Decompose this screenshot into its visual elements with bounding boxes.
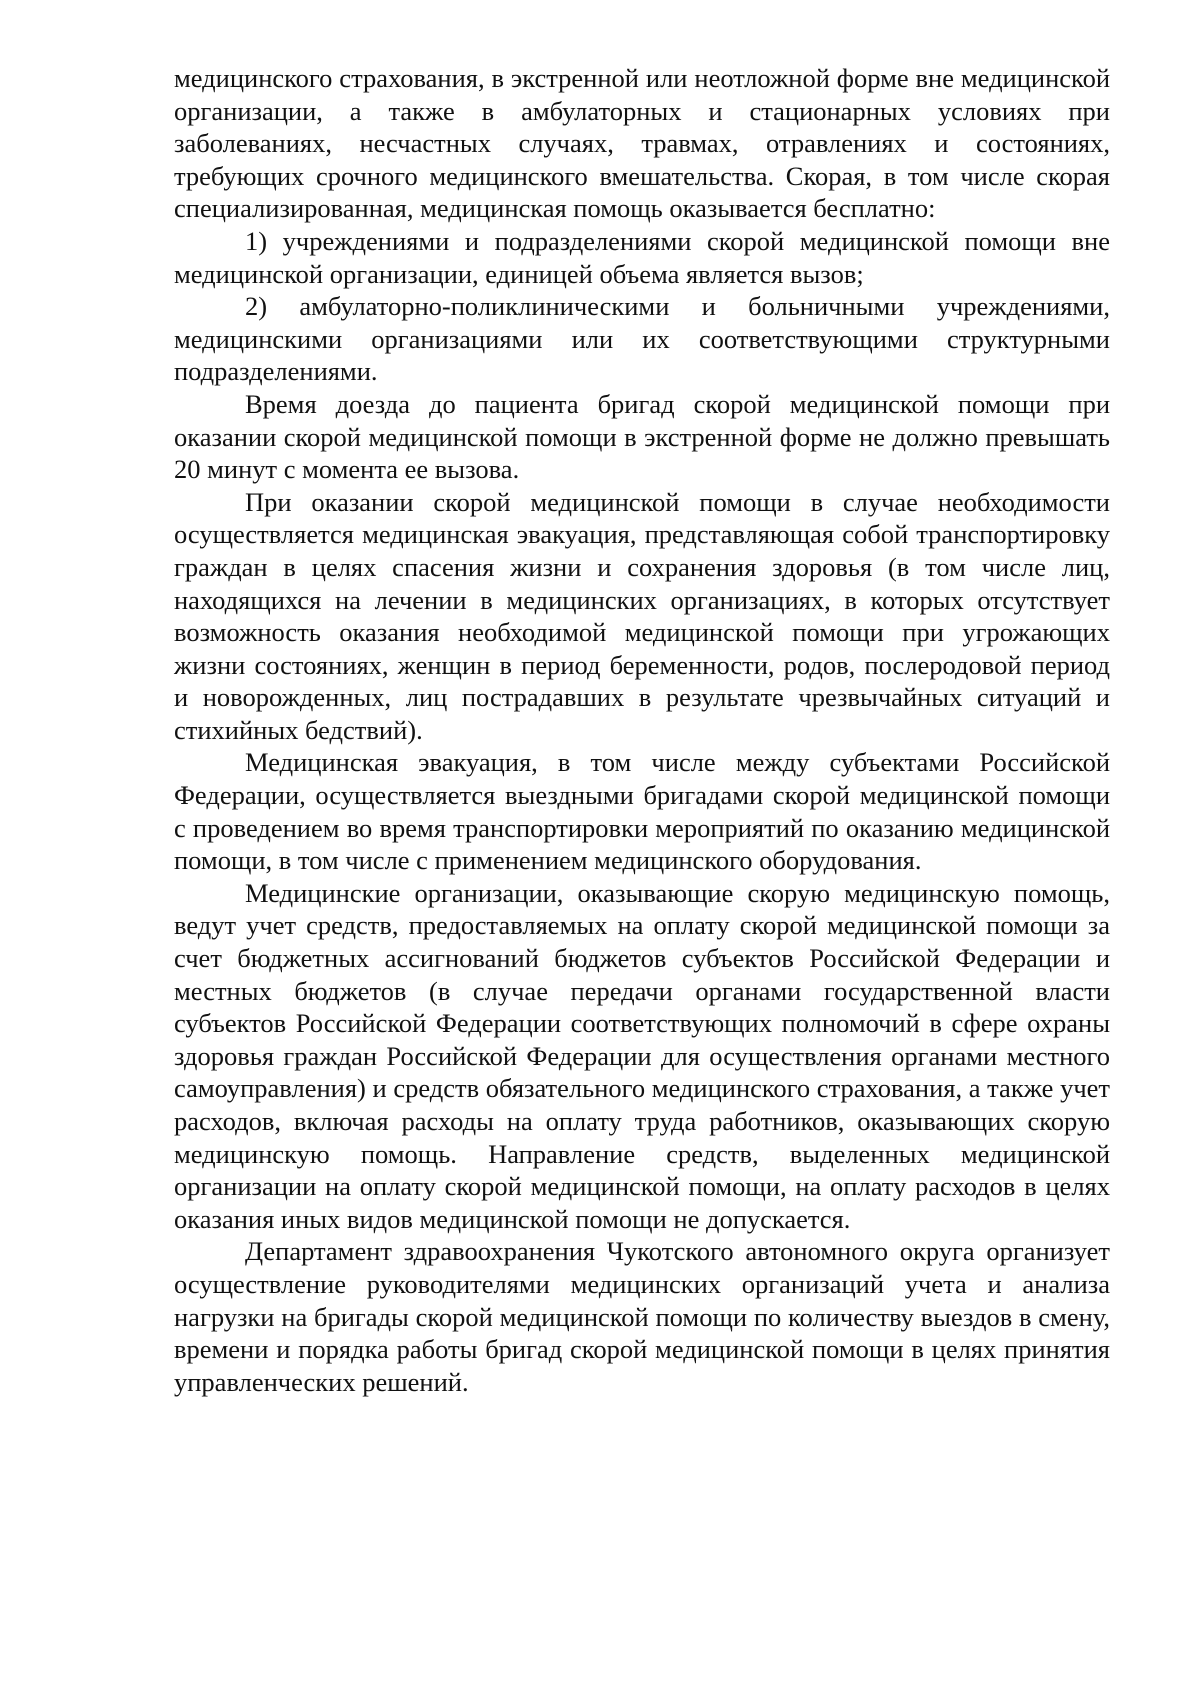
paragraph-department-analysis: Департамент здравоохранения Чукотского автономного округа организует осуществление руководителями медицинских организаций учета и анализа нагрузки на бригады скорой медицинской помощи по количеству выездов в смену, времени и порядка работы бригад скорой медицинской помощи в целях принятия управленческих решений. [174,1236,1110,1397]
paragraph-evacuation-between-regions: Медицинская эвакуация, в том числе между субъектами Российской Федерации, осуществляется выездными бригадами скорой медицинской помощи с проведением во время транспортировки мероприятий по оказанию медицинской помощи, в том числе с применением медицинского оборудования. [174,747,1110,876]
paragraph-medical-evacuation: При оказании скорой медицинской помощи в случае необходимости осуществляется медицинская эвакуация, представляющая собой транспортировку граждан в целях спасения жизни и сохранения здоровья (в том числе лиц, находящихся на лечении в медицинских организациях, в которых отсутствует возможность оказания необходимой медицинской помощи при угрожающих жизни состояниях, женщин в период беременности, родов, послеродовой период и новорожденных, лиц пострадавших в результате чрезвычайных ситуаций и стихийных бедствий). [174,486,1110,745]
paragraph-continuation: медицинского страхования, в экстренной или неотложной форме вне медицинской организации, а также в амбулаторных и стационарных условиях при заболеваниях, несчастных случаях, травмах, отравлениях и состояниях, требующих срочного медицинского вмешательства. Скорая, в том числе скорая специализированная, медицинская помощь оказывается бесплатно: [174,63,1110,224]
paragraph-arrival-time: Время доезда до пациента бригад скорой медицинской помощи при оказании скорой медицинской помощи в экстренной форме не должно превышать 20 минут с момента ее вызова. [174,388,1110,485]
paragraph-item-2: 2) амбулаторно-поликлиническими и больничными учреждениями, медицинскими организациями или их соответствующими структурными подразделениями. [174,291,1110,387]
paragraph-item-1: 1) учреждениями и подразделениями скорой медицинской помощи вне медицинской организации, единицей объема является вызов; [174,225,1110,289]
paragraph-funds-accounting: Медицинские организации, оказывающие скорую медицинскую помощь, ведут учет средств, предоставляемых на оплату скорой медицинской помощи за счет бюджетных ассигнований бюджетов субъектов Российской Федерации и местных бюджетов (в случае передачи органами государственной власти субъектов Российской Федерации соответствующих полномочий в сфере охраны здоровья граждан Российской Федерации для осуществления органами местного самоуправления) и средств обязательного медицинского страхования, а также учет расходов, включая расходы на оплату труда работников, оказывающих скорую медицинскую помощь. Направление средств, выделенных медицинской организации на оплату скорой медицинской помощи, на оплату расходов в целях оказания иных видов медицинской помощи не допускается. [174,877,1110,1234]
document-body [174,62,1110,1398]
